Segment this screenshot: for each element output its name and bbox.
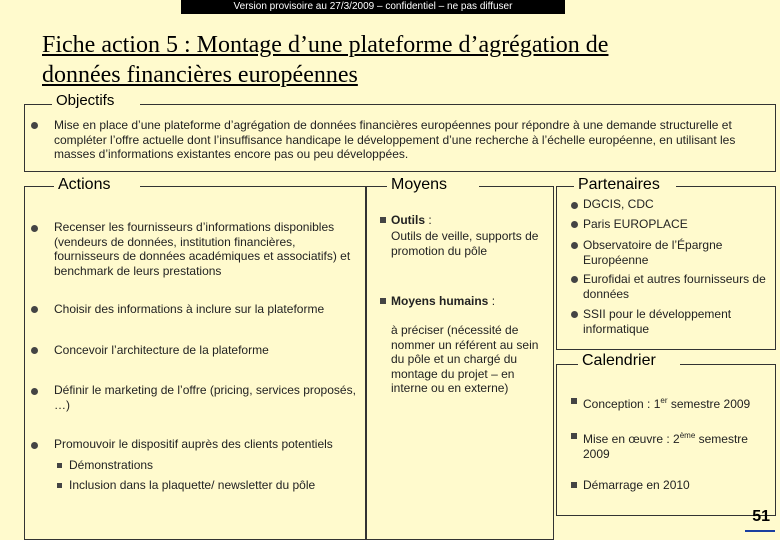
calendrier-item — [583, 429, 768, 461]
partenaire-item: SSII pour le développement informatique — [583, 307, 732, 336]
bullet-dot — [31, 442, 38, 449]
action-subitem: Inclusion dans la plaquette/ newsletter du pôle — [69, 478, 316, 492]
square-bullet — [571, 398, 577, 404]
bullet-dot — [571, 311, 578, 318]
c1-sup: er — [660, 396, 668, 405]
moyens-label: Moyens — [387, 176, 479, 194]
humains-title: Moyens humains — [391, 294, 489, 308]
outils-heading — [391, 213, 541, 228]
bullet-dot — [571, 276, 578, 283]
square-bullet — [380, 298, 386, 304]
c2-sup: ème — [679, 431, 696, 440]
c2-post: semestre 2009 — [583, 432, 748, 461]
bullet-dot — [571, 242, 578, 249]
c1-post: semestre 2009 — [667, 397, 751, 411]
bullet-dot — [31, 388, 38, 395]
objectifs-text: Mise en place d’une plateforme d’agrégation de données financières européennes pour répondre à une demande structurelle et compléter l’offre actuelle dont l’insuffisance handicape le développement d’une recherche à l’échelle européenne, en utilisant les masses d’informations existantes encore pas ou peu développées. — [54, 118, 736, 161]
bullet-dot — [571, 221, 578, 228]
partenaires-label: Partenaires — [574, 176, 676, 194]
action-item: Recenser les fournisseurs d’informations disponibles (vendeurs de données, institution financières, fournisseurs de données académiques et associatifs) et benchmark de leurs prestations — [54, 220, 351, 278]
action-item: Promouvoir le dispositif auprès des clients potentiels — [54, 437, 333, 451]
page-number-underline — [745, 530, 775, 532]
page-title — [42, 30, 762, 90]
action-item: Définir le marketing de l’offre (pricing, services proposés, …) — [54, 383, 356, 412]
bullet-dot — [31, 306, 38, 313]
outils-colon: : — [425, 213, 432, 227]
action-subitem: Démonstrations — [69, 458, 154, 472]
calendrier-item: Démarrage en 2010 — [583, 478, 690, 492]
calendrier-label: Calendrier — [578, 352, 680, 370]
partenaire-item: Paris EUROPLACE — [583, 217, 688, 231]
bullet-dot — [31, 347, 38, 354]
confidential-banner: Version provisoire au 27/3/2009 – confidentiel – ne pas diffuser — [181, 0, 565, 14]
square-bullet — [571, 433, 577, 439]
bullet-dot — [31, 122, 38, 129]
humains-heading — [391, 294, 546, 309]
square-bullet — [380, 217, 386, 223]
calendrier-item — [583, 394, 763, 412]
square-bullet — [57, 483, 62, 488]
title-line-2: données financières européennes — [42, 62, 358, 88]
humains-colon: : — [488, 294, 496, 308]
humains-text: à préciser (nécessité de nommer un référent au sein du pôle et un chargé du montage du projet – en interne ou en externe) — [391, 323, 539, 395]
square-bullet — [571, 482, 577, 488]
title-line-1: Fiche action 5 : Montage d’une plateforme d’agrégation de — [42, 32, 609, 58]
actions-label: Actions — [54, 176, 140, 194]
objectifs-label: Objectifs — [52, 92, 140, 110]
page-number: 51 — [752, 508, 770, 525]
outils-text: Outils de veille, supports de promotion du pôle — [391, 229, 539, 258]
action-item: Choisir des informations à inclure sur la plateforme — [54, 302, 325, 316]
bullet-dot — [571, 202, 578, 209]
action-item: Concevoir l’architecture de la plateforme — [54, 343, 269, 357]
square-bullet — [57, 463, 62, 468]
partenaire-item: Eurofidai et autres fournisseurs de données — [583, 272, 766, 301]
partenaire-item: DGCIS, CDC — [583, 197, 654, 211]
bullet-dot — [31, 225, 38, 232]
c2-pre: Mise en œuvre : 2 — [583, 432, 680, 446]
c1-pre: Conception : 1 — [583, 397, 661, 411]
outils-title: Outils — [391, 213, 426, 227]
partenaire-item: Observatoire de l’Épargne Européenne — [583, 238, 723, 267]
